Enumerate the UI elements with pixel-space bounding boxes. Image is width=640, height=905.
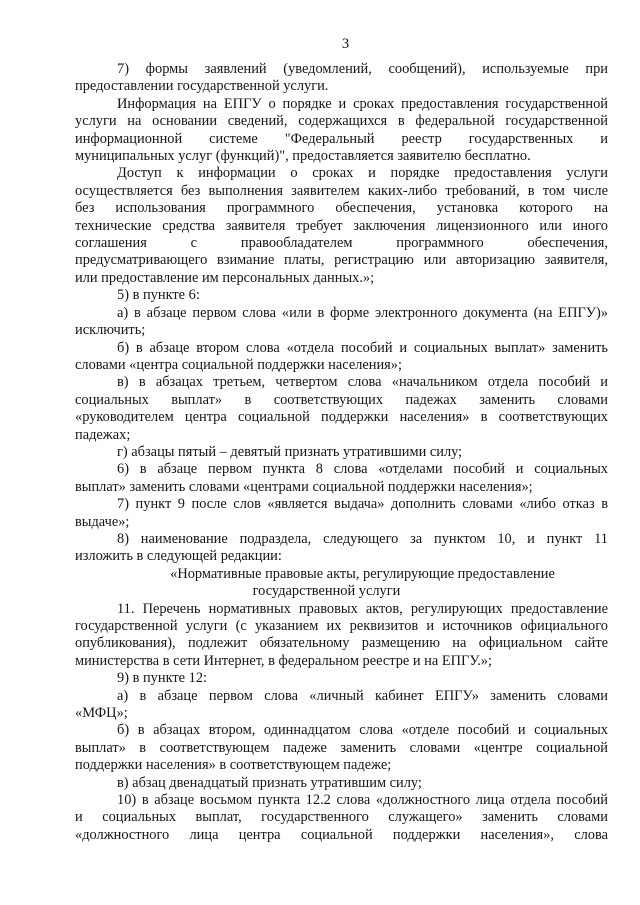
- text-line: Доступ к информации о сроках и порядке предоставления услуги: [117, 165, 608, 182]
- text-line: предоставлении государственной услуги.: [75, 78, 329, 95]
- text-line: 6) в абзаце первом пункта 8 слова «отделами пособий и социальных: [117, 461, 608, 478]
- heading-line: государственной услуги: [252, 583, 401, 600]
- text-line: 10) в абзаце восьмом пункта 12.2 слова «должностного лица отдела пособий: [117, 792, 608, 809]
- text-line: в) абзац двенадцатый признать утратившим силу;: [117, 774, 422, 791]
- text-line: «МФЦ»;: [75, 705, 128, 722]
- item-9-point-12: [75, 670, 608, 687]
- text-line: Информация на ЕПГУ о порядке и сроках предоставления государственной: [117, 95, 608, 112]
- text-line: выдаче»;: [75, 513, 130, 530]
- text-line: изложить в следующей редакции:: [75, 548, 282, 565]
- text-line: муниципальных услуг (функций)", предоставляется заявителю бесплатно.: [75, 148, 531, 165]
- text-line: б) в абзацах втором, одиннадцатом слова «отделе пособий и социальных: [117, 722, 608, 739]
- item-5-point-6: [75, 287, 608, 304]
- text-line: 7) формы заявлений (уведомлений, сообщений), используемые при: [117, 61, 608, 77]
- text-line: 11. Перечень нормативных правовых актов, регулирующих предоставление: [117, 600, 608, 617]
- text-line: падежах;: [75, 426, 131, 443]
- text-line: а) в абзаце первом слова «или в форме электронного документа (на ЕПГУ)»: [117, 304, 608, 321]
- text-line: соглашения с правообладателем программного обеспечения,: [75, 235, 608, 252]
- text-line: а) в абзаце первом слова «личный кабинет ЕПГУ» заменить словами: [117, 687, 608, 704]
- text-line: опубликования), подлежит обязательному размещению на официальном сайте: [75, 635, 608, 652]
- subitem-5a: [75, 305, 608, 340]
- text-line: в) в абзацах третьем, четвертом слова «начальником отдела пособий и: [117, 374, 608, 391]
- subitem-9b: [75, 722, 608, 774]
- text-line: 7) пункт 9 после слов «является выдача» дополнить словами «либо отказ в: [117, 496, 608, 513]
- text-line: б) в абзаце втором слова «отдела пособий и социальных выплат» заменить: [117, 339, 608, 356]
- information-access-paragraph: [75, 165, 608, 287]
- item-7-application-forms: [75, 61, 608, 96]
- point-11-text: [75, 601, 608, 671]
- text-line: «руководителем центра социальной поддержки населения» в соответствующих: [75, 409, 608, 426]
- subitem-5v: [75, 374, 608, 444]
- epgu-information-paragraph: [75, 96, 608, 166]
- text-line: предусматривающего взимание платы, регистрацию или авторизацию заявителя,: [75, 252, 608, 269]
- document-body: [75, 61, 608, 844]
- text-line: выплат» в соответствующем падеже заменить словами «центре социальной: [75, 739, 608, 756]
- text-line: 8) наименование подраздела, следующего за пунктом 10, и пункт 11: [117, 530, 608, 547]
- text-line: поддержки населения» в соответствующем падеже;: [75, 757, 392, 774]
- subitem-5g: [75, 444, 608, 461]
- text-line: исключить;: [75, 322, 146, 339]
- text-line: технические средства заявителя требует заключения лицензионного или иного: [75, 217, 608, 234]
- text-line: услуги на основании сведений, содержащихся в федеральной государственной: [75, 113, 608, 130]
- text-line: 9) в пункте 12:: [117, 670, 208, 687]
- text-line: словами «центра социальной поддержки населения»;: [75, 356, 402, 373]
- text-line: и социальных выплат, государственного служащего» заменить словами: [75, 809, 608, 826]
- text-line: осуществляется без выполнения заявителем каких-либо требований, в том числе: [75, 182, 608, 199]
- subitem-9a: [75, 688, 608, 723]
- item-10-point-12-2: [75, 792, 608, 844]
- subitem-9v: [75, 775, 608, 792]
- text-line: государственной услуги (с указанием их реквизитов и источников официального: [75, 618, 608, 634]
- text-line: 5) в пункте 6:: [117, 287, 200, 304]
- subitem-5b: [75, 340, 608, 375]
- text-line: выплат» заменить словами «центрами социальной поддержки населения»;: [75, 478, 533, 495]
- text-line: социальных выплат» в соответствующих падежах заменить словами: [75, 391, 608, 408]
- text-line: без использования программного обеспечения, установка которого на: [75, 200, 608, 217]
- heading-line: «Нормативные правовые акты, регулирующие предоставление: [170, 565, 555, 582]
- item-8-subsection-and-point-11: [75, 531, 608, 566]
- subsection-heading: [75, 566, 608, 601]
- page-number: 3: [341, 36, 350, 52]
- text-line: информационной системе "Федеральный реестр государственных и: [75, 130, 608, 147]
- item-7-point-9: [75, 496, 608, 531]
- text-line: или предоставление им персональных данных.»;: [75, 269, 375, 286]
- item-6-point-8: [75, 461, 608, 496]
- text-line: «должностного лица центра социальной поддержки населения», слова: [75, 826, 608, 843]
- text-line: министерства в сети Интернет, в федеральном реестре и на ЕПГУ.»;: [75, 652, 493, 669]
- text-line: г) абзацы пятый – девятый признать утратившими силу;: [117, 443, 463, 460]
